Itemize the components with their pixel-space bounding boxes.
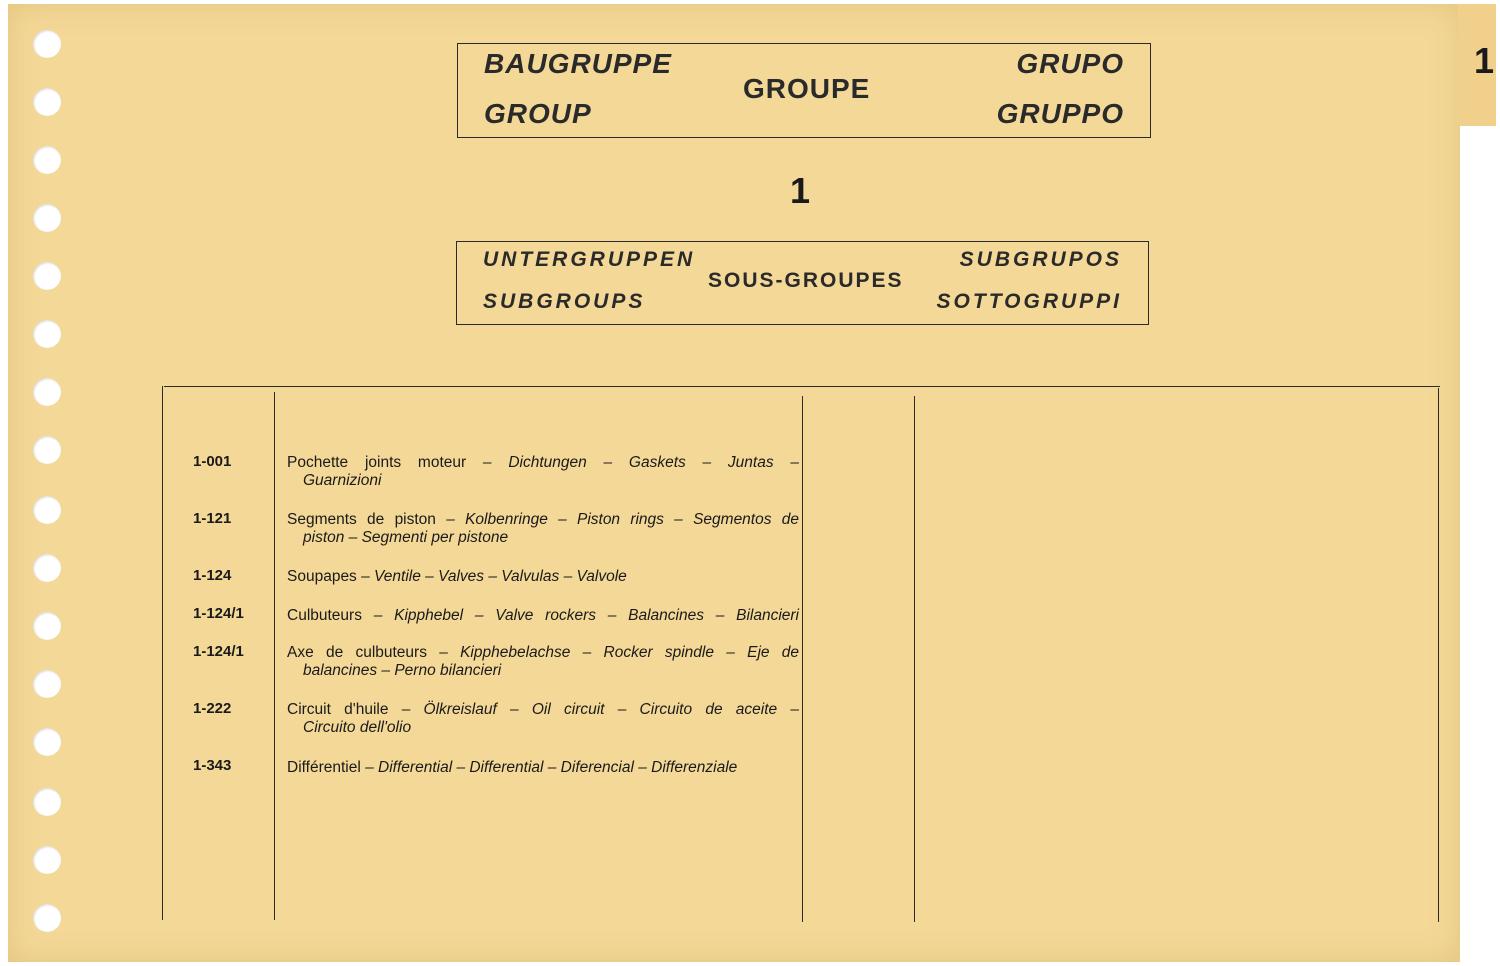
- part-code: 1-124/1: [193, 643, 244, 660]
- part-code: 1-001: [193, 453, 232, 470]
- part-code: 1-124: [193, 567, 232, 584]
- group-header-box: [457, 43, 1151, 138]
- group-label-fr: GROUPE: [743, 73, 871, 104]
- subgroup-label-it: SOTTOGRUPPI: [936, 290, 1122, 313]
- part-code: 1-124/1: [193, 605, 244, 622]
- group-number: 1: [790, 170, 811, 211]
- binder-hole: [33, 436, 61, 464]
- group-label-de: BAUGRUPPE: [484, 48, 672, 79]
- binder-hole: [33, 320, 61, 348]
- binder-hole: [33, 262, 61, 290]
- table-top-rule: [164, 386, 1440, 387]
- binder-hole: [33, 30, 61, 58]
- part-description: Axe de culbuteurs – Kipphebelachse – Rocker spindle – Eje de balancines – Perno bilancieri: [287, 644, 799, 679]
- part-description: Différentiel – Differential – Differential – Diferencial – Differenziale: [287, 759, 738, 776]
- binder-hole: [33, 904, 61, 932]
- binder-hole: [33, 670, 61, 698]
- part-description: Circuit d'huile – Ölkreislauf – Oil circuit – Circuito de aceite – Circuito dell'olio: [287, 701, 799, 736]
- binder-hole: [33, 204, 61, 232]
- binder-hole: [33, 378, 61, 406]
- binder-hole: [33, 496, 61, 524]
- part-code: 1-121: [193, 510, 232, 527]
- binder-hole: [33, 146, 61, 174]
- part-code: 1-343: [193, 757, 232, 774]
- binder-hole: [33, 846, 61, 874]
- binder-hole: [33, 728, 61, 756]
- part-description: Soupapes – Ventile – Valves – Valvulas – Valvole: [287, 568, 627, 585]
- table-right-rule: [1438, 388, 1439, 922]
- subgroup-header-box: [456, 241, 1149, 325]
- binder-hole: [33, 612, 61, 640]
- group-label-en: GROUP: [484, 98, 592, 129]
- subgroup-label-de: UNTERGRUPPEN: [483, 248, 696, 271]
- part-description: Culbuteurs – Kipphebel – Valve rockers – Balancines – Bilancieri: [287, 607, 799, 624]
- part-description: Segments de piston – Kolbenringe – Piston rings – Segmentos de piston – Segmenti per pistone: [287, 511, 799, 546]
- table-left-rule: [162, 386, 163, 920]
- group-label-it: GRUPPO: [996, 98, 1124, 129]
- index-tab-number: 1: [1474, 40, 1495, 81]
- next-page-edge: [1462, 126, 1500, 966]
- binder-hole: [33, 788, 61, 816]
- subgroup-label-en: SUBGROUPS: [483, 290, 646, 313]
- group-label-es: GRUPO: [1016, 48, 1124, 79]
- subgroup-label-fr: SOUS-GROUPES: [708, 269, 904, 292]
- blank-column-rule: [914, 396, 915, 922]
- part-code: 1-222: [193, 700, 232, 717]
- subgroup-label-es: SUBGRUPOS: [959, 248, 1122, 271]
- binder-hole: [33, 554, 61, 582]
- part-description: Pochette joints moteur – Dichtungen – Gaskets – Juntas – Guarnizioni: [287, 454, 799, 489]
- description-column-rule: [802, 396, 803, 922]
- code-column-rule: [274, 392, 275, 920]
- binder-hole: [33, 88, 61, 116]
